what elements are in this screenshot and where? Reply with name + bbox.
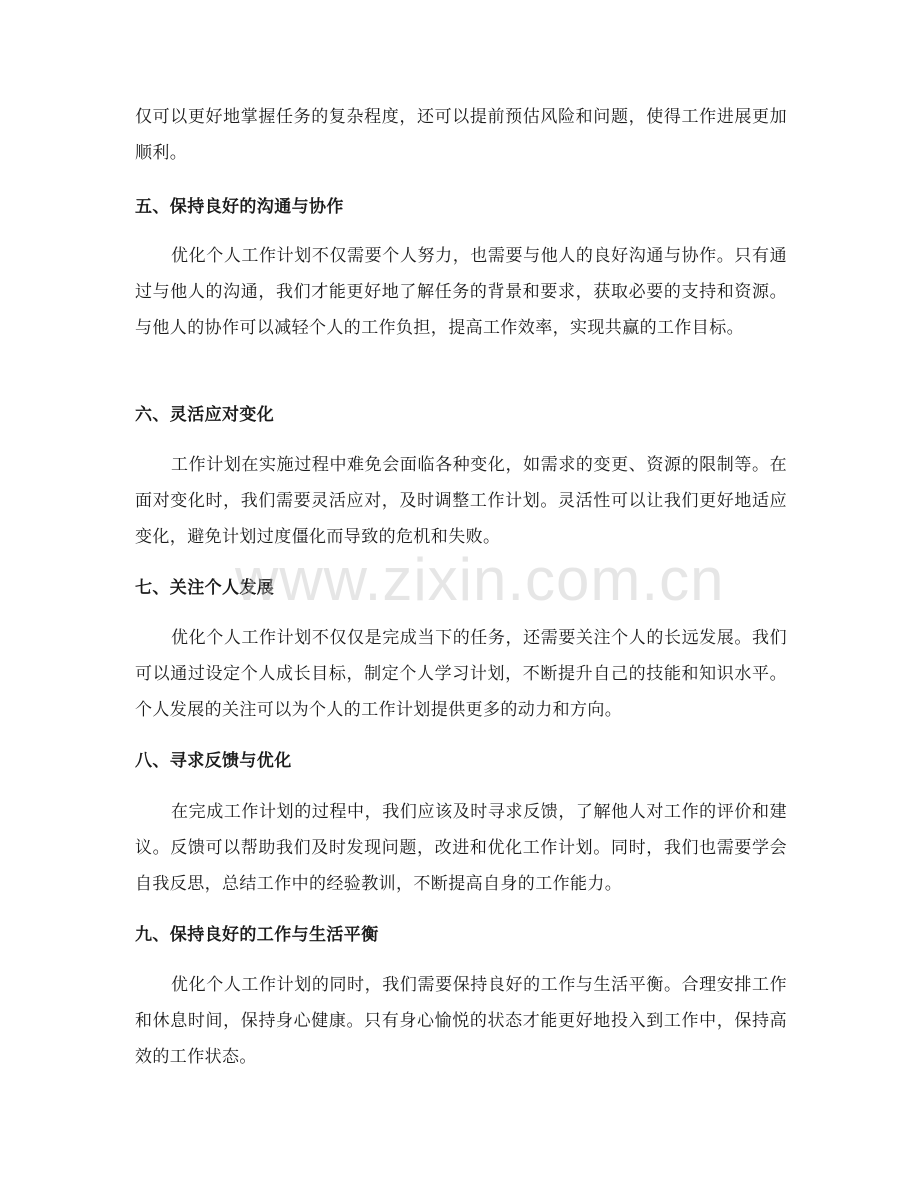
section-heading-5: 五、保持良好的沟通与协作 xyxy=(135,197,344,217)
section-heading-9: 九、保持良好的工作与生活平衡 xyxy=(135,925,379,945)
section-heading-8: 八、寻求反馈与优化 xyxy=(135,751,292,771)
section-heading-7: 七、关注个人发展 xyxy=(135,578,275,598)
section-body-5: 优化个人工作计划不仅需要个人努力，也需要与他人的良好沟通与协作。只有通过与他人的沟通，我们才能更好地了解任务的背景和要求，获取必要的支持和资源。与他人的协作可以减轻个人的工作负担，提高工作效率，实现共赢的工作目标。 xyxy=(135,246,787,338)
intro-continuation: 仅可以更好地掌握任务的复杂程度，还可以提前预估风险和问题，使得工作进展更加顺利。 xyxy=(135,107,787,163)
section-body-7: 优化个人工作计划不仅仅是完成当下的任务，还需要关注个人的长远发展。我们可以通过设定个人成长目标，制定个人学习计划，不断提升自己的技能和知识水平。个人发展的关注可以为个人的工作计划提供更多的动力和方向。 xyxy=(135,628,787,720)
section-body-9: 优化个人工作计划的同时，我们需要保持良好的工作与生活平衡。合理安排工作和休息时间，保持身心健康。只有身心愉悦的状态才能更好地投入到工作中，保持高效的工作状态。 xyxy=(135,975,787,1067)
section-body-6: 工作计划在实施过程中难免会面临各种变化，如需求的变更、资源的限制等。在面对变化时，我们需要灵活应对，及时调整工作计划。灵活性可以让我们更好地适应变化，避免计划过度僵化而导致的危机和失败。 xyxy=(135,455,787,547)
watermark: www.zixin.com.cn xyxy=(235,546,725,613)
section-heading-6: 六、灵活应对变化 xyxy=(135,405,275,425)
section-body-8: 在完成工作计划的过程中，我们应该及时寻求反馈，了解他人对工作的评价和建议。反馈可以帮助我们及时发现问题，改进和优化工作计划。同时，我们也需要学会自我反思，总结工作中的经验教训，不断提高自身的工作能力。 xyxy=(135,802,787,894)
